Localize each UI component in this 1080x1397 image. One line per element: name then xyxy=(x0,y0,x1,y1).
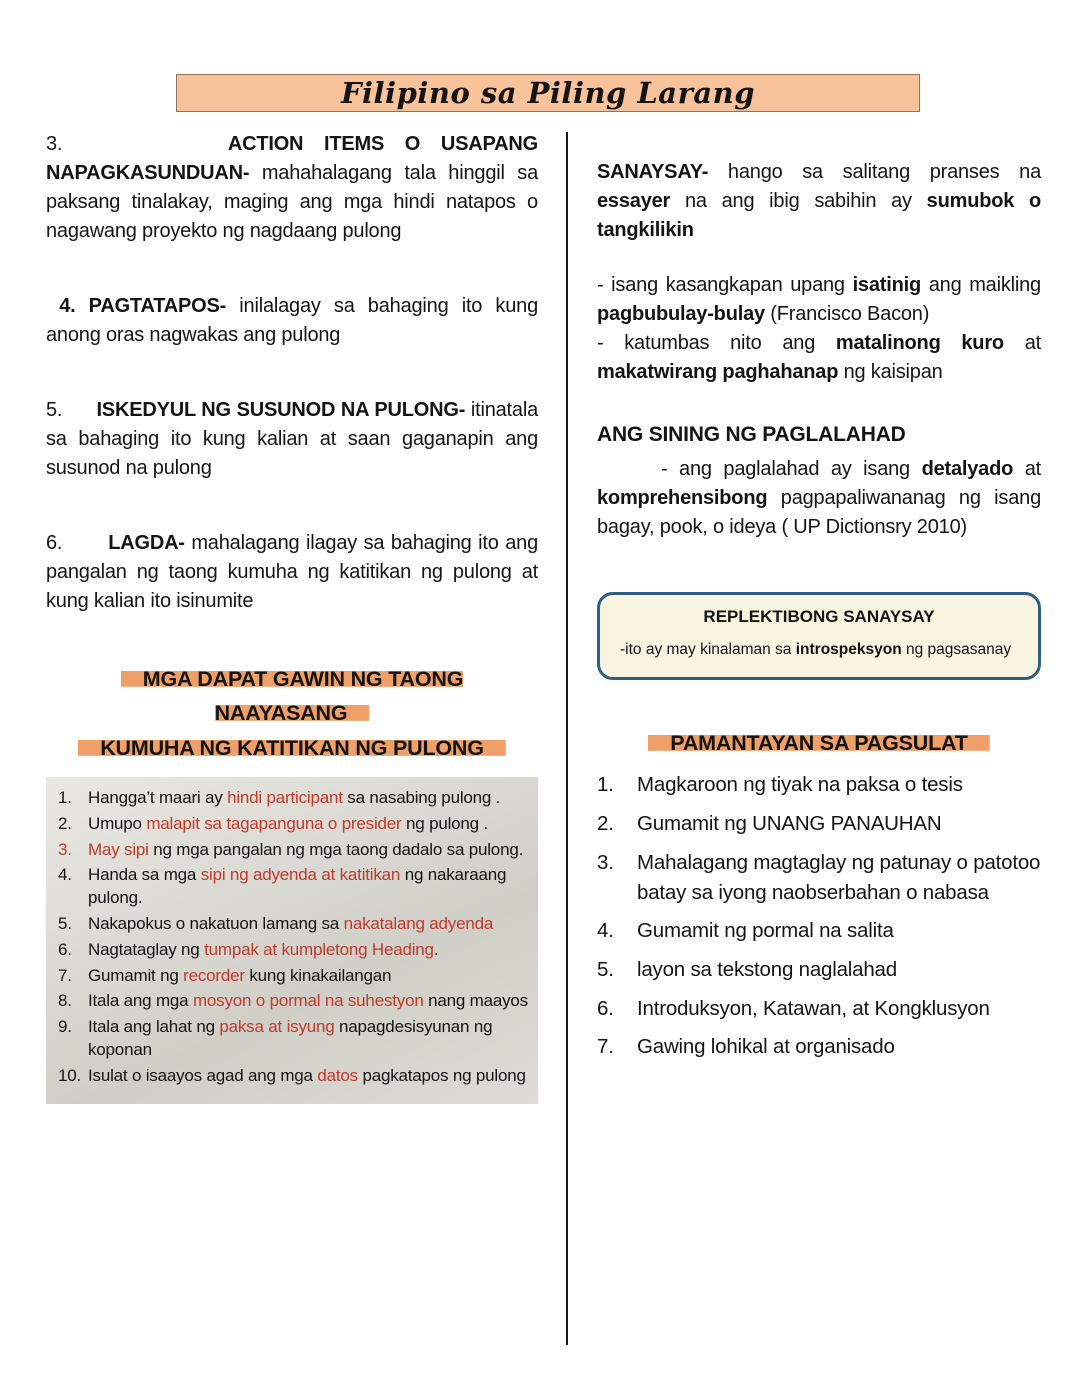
checklist-item-number: 8. xyxy=(58,991,72,1011)
checklist-item xyxy=(58,965,528,988)
checklist-item xyxy=(58,839,528,862)
pamantayan-item-number: 1. xyxy=(597,773,614,797)
pamantayan-heading xyxy=(597,726,1041,760)
checklist-heading xyxy=(46,662,538,765)
box-title: REPLEKTIBONG SANAYSAY xyxy=(703,607,935,626)
checklist-item xyxy=(58,990,528,1013)
pamantayan-item-number: 3. xyxy=(597,850,614,874)
replektibong-sanaysay-box xyxy=(597,592,1041,680)
note-paragraph-sanaysay-dash1: - isang kasangkapan upang isatinig ang maikling pagbubulay-bulay (Francisco Bacon) xyxy=(597,274,1041,325)
checklist-item-text: Handa sa mga sipi ng adyenda at katitikan ng nakaraang pulong. xyxy=(88,865,507,908)
pamantayan-item-text: layon sa tekstong naglalahad xyxy=(637,957,897,981)
pamantayan-list xyxy=(597,770,1041,1062)
note-paragraph-sanaysay-dash2: - katumbas nito ang matalinong kuro at makatwirang paghahanap ng kaisipan xyxy=(597,332,1041,383)
pamantayan-item xyxy=(597,1032,1041,1062)
note-paragraph-paglalahad: - ang paglalahad ay isang detalyado at komprehensibong pagpapaliwananag ng isang bagay, pook, o ideya ( UP Dictionsry 2010) xyxy=(597,458,1042,538)
checklist-heading-line1: MGA DAPAT GAWIN NG TAONG NAAYASANG xyxy=(121,667,463,725)
pamantayan-item-number: 4. xyxy=(597,919,614,943)
checklist-item-text: Hangga’t maari ay hindi participant sa nasabing pulong . xyxy=(88,788,501,808)
checklist-item-number: 5. xyxy=(58,914,72,933)
checklist-item-number: 9. xyxy=(58,1017,72,1037)
checklist-item xyxy=(58,864,528,910)
checklist-item-text: Itala ang mga mosyon o pormal na suhestyon nang maayos xyxy=(88,991,528,1011)
title-banner xyxy=(176,74,920,112)
pamantayan-item-text: Mahalagang magtaglay ng patunay o patotoo batay sa iyong naobserbahan o nabasa xyxy=(637,850,1041,904)
checklist-item-text: Nakapokus o nakatuon lamang sa nakatalang adyenda xyxy=(88,914,494,933)
pamantayan-item-number: 6. xyxy=(597,996,614,1020)
checklist-item-number: 2. xyxy=(58,813,72,833)
note-paragraph-pagtatapos: 4. PAGTATAPOS- inilalagay sa bahaging ito kung anong oras nagwakas ang pulong xyxy=(46,295,538,346)
note-paragraph-action-items: 3. ACTION ITEMS O USAPANG NAPAGKASUNDUAN- mahahalagang tala hinggil sa paksang tinalakay, maging ang mga hindi natapos o nagawang proyekto ng nagdaang pulong xyxy=(46,133,538,242)
pamantayan-item xyxy=(597,770,1041,800)
checklist-item xyxy=(58,1016,528,1062)
pamantayan-item xyxy=(597,955,1041,985)
checklist-item-text: Umupo malapit sa tagapanguna o presider ng pulong . xyxy=(88,813,488,833)
checklist-item-text: Nagtataglay ng tumpak at kumpletong Heading. xyxy=(88,939,439,959)
pamantayan-item-text: Gumamit ng pormal na salita xyxy=(637,919,894,943)
checklist-heading-line2: KUMUHA NG KATITIKAN NG PULONG xyxy=(78,736,506,760)
pamantayan-item-number: 5. xyxy=(597,957,614,981)
checklist-item xyxy=(58,787,528,810)
checklist-item-text: Gumamit ng recorder kung kinakailangan xyxy=(88,965,392,985)
checklist-item xyxy=(58,813,528,836)
box-body: -ito ay may kinalaman sa introspeksyon ng pagsasanay xyxy=(620,641,1012,658)
checklist-item xyxy=(58,913,528,936)
checklist-item-number: 3. xyxy=(58,839,72,859)
checklist-item-text: Itala ang lahat ng paksa at isyung napagdesisyunan ng koponan xyxy=(88,1017,493,1059)
pamantayan-item xyxy=(597,809,1041,839)
left-column xyxy=(46,130,538,1104)
checklist-item xyxy=(58,939,528,962)
page-title: Filipino sa Piling Larang xyxy=(340,76,756,110)
pamantayan-item-text: Gawing lohikal at organisado xyxy=(637,1035,895,1059)
checklist xyxy=(46,777,538,1104)
pamantayan-item-text: Gumamit ng UNANG PANAUHAN xyxy=(637,812,942,836)
checklist-item-number: 7. xyxy=(58,965,72,985)
note-paragraph-iskedyul: 5. ISKEDYUL NG SUSUNOD NA PULONG- itinatala sa bahaging ito kung kalian at saan gaganapin ang susunod na pulong xyxy=(46,399,539,479)
paglalahad-heading: ANG SINING NG PAGLALAHAD xyxy=(597,423,906,446)
pamantayan-item-number: 7. xyxy=(597,1035,614,1059)
pamantayan-item-text: Introduksyon, Katawan, at Kongklusyon xyxy=(637,996,990,1020)
checklist-item-number: 1. xyxy=(58,788,72,808)
right-column xyxy=(597,158,1041,1071)
note-paragraph-lagda: 6. LAGDA- mahalagang ilagay sa bahaging ito ang pangalan ng taong kumuha ng katitikan ng pulong at kung kalian ito isinumite xyxy=(46,532,538,612)
pamantayan-item xyxy=(597,994,1041,1024)
checklist-item-text: May sipi ng mga pangalan ng mga taong dadalo sa pulong. xyxy=(88,839,524,859)
pamantayan-item xyxy=(597,848,1041,907)
checklist-item-number: 4. xyxy=(58,865,72,885)
pamantayan-item-text: Magkaroon ng tiyak na paksa o tesis xyxy=(637,773,963,797)
checklist-item xyxy=(58,1065,528,1088)
pamantayan-heading-text: PAMANTAYAN SA PAGSULAT xyxy=(648,731,989,755)
checklist-item-text: Isulat o isaayos agad ang mga datos pagkatapos ng pulong xyxy=(88,1065,526,1085)
pamantayan-item xyxy=(597,916,1041,946)
column-divider xyxy=(566,132,568,1345)
pamantayan-item-number: 2. xyxy=(597,812,614,836)
checklist-item-number: 6. xyxy=(58,939,72,959)
note-paragraph-sanaysay: SANAYSAY- hango sa salitang pranses na essayer na ang ibig sabihin ay sumubok o tangkilikin xyxy=(597,161,1041,241)
checklist-item-number: 10. xyxy=(58,1065,82,1085)
